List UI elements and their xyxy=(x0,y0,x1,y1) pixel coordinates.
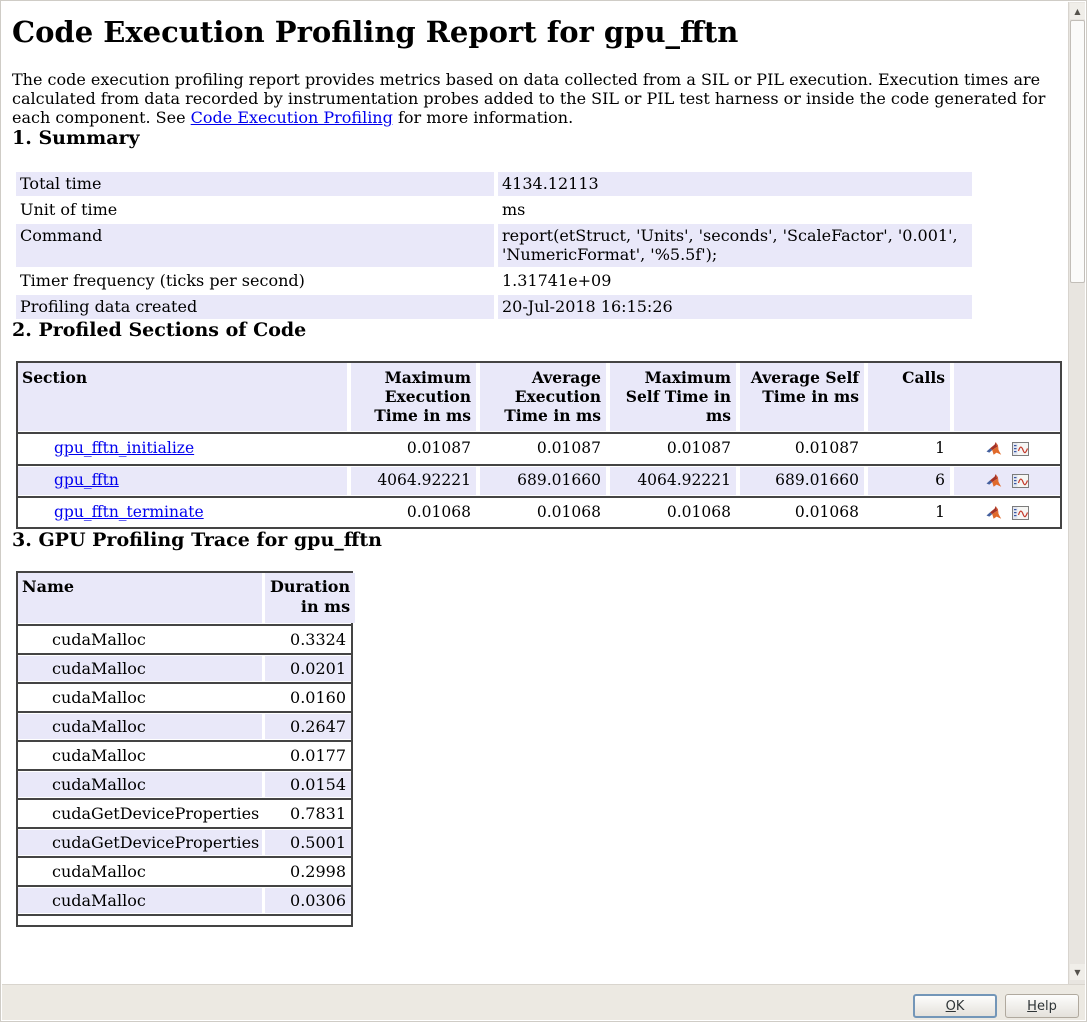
column-header-calls: Calls xyxy=(868,363,950,431)
scroll-up-arrow-icon: ▲ xyxy=(1074,6,1081,16)
highlight-chart-icon[interactable] xyxy=(1012,474,1029,488)
profiled-row xyxy=(18,499,1060,527)
summary-value: 20-Jul-2018 16:15:26 xyxy=(498,295,972,319)
section-link[interactable]: gpu_fftn_terminate xyxy=(54,503,204,521)
summary-value: report(etStruct, 'Units', 'seconds', 'ScaleFactor', '0.001', 'NumericFormat', '%5.5f'); xyxy=(498,224,972,267)
cell-calls: 6 xyxy=(868,467,950,495)
column-header-max-self: Maximum Self Time in ms xyxy=(610,363,736,431)
help-button[interactable] xyxy=(1005,994,1079,1018)
trace-duration: 0.5001 xyxy=(265,830,351,855)
cell-max-exec: 0.01087 xyxy=(351,435,476,463)
trace-duration: 0.3324 xyxy=(265,627,351,652)
report-content-area xyxy=(2,2,1070,986)
cell-max-exec: 4064.92221 xyxy=(351,467,476,495)
cell-max-self: 4064.92221 xyxy=(610,467,736,495)
vertical-scrollbar[interactable] xyxy=(1068,2,1085,986)
trace-row xyxy=(18,656,351,681)
table-rule xyxy=(18,624,351,626)
trace-row xyxy=(18,714,351,739)
table-rule xyxy=(18,885,351,887)
table-rule xyxy=(18,653,351,655)
summary-heading: 1. Summary xyxy=(12,127,140,149)
scroll-down-button[interactable] xyxy=(1070,964,1085,980)
summary-table xyxy=(16,172,972,319)
intro-text xyxy=(12,70,1047,127)
column-header-duration: Duration in ms xyxy=(265,573,355,623)
cell-avg-self: 0.01087 xyxy=(740,435,864,463)
cell-calls: 1 xyxy=(868,499,950,527)
table-rule xyxy=(18,769,351,771)
table-rule xyxy=(18,711,351,713)
cell-avg-exec: 0.01087 xyxy=(480,435,606,463)
section-link[interactable]: gpu_fftn xyxy=(54,471,119,489)
ok-button-label: K xyxy=(955,998,965,1014)
trace-name: cudaMalloc xyxy=(18,772,262,797)
cell-avg-exec: 0.01068 xyxy=(480,499,606,527)
summary-label: Timer frequency (ticks per second) xyxy=(16,269,494,293)
summary-label: Profiling data created xyxy=(16,295,494,319)
section-link[interactable]: gpu_fftn_initialize xyxy=(54,439,195,457)
column-header-section: Section xyxy=(18,363,347,431)
cell-avg-self: 689.01660 xyxy=(740,467,864,495)
table-rule xyxy=(18,856,351,858)
trace-row xyxy=(18,801,351,826)
trace-name: cudaMalloc xyxy=(18,656,262,681)
trace-row xyxy=(18,859,351,884)
column-header-actions xyxy=(954,363,1060,431)
cell-max-self: 0.01068 xyxy=(610,499,736,527)
matlab-icon[interactable] xyxy=(986,441,1002,457)
row-actions xyxy=(954,435,1060,463)
profiled-header-row xyxy=(18,363,1060,431)
trace-row xyxy=(18,830,351,855)
trace-row xyxy=(18,772,351,797)
summary-value: 1.31741e+09 xyxy=(498,269,972,293)
ok-button-mnemonic: O xyxy=(945,998,956,1014)
help-button-mnemonic: H xyxy=(1027,998,1037,1014)
trace-row xyxy=(18,627,351,652)
summary-row xyxy=(16,295,972,319)
table-rule xyxy=(18,682,351,684)
trace-name: cudaMalloc xyxy=(18,627,262,652)
report-title: Code Execution Profiling Report for gpu_fftn xyxy=(12,15,739,49)
table-rule xyxy=(18,432,1060,434)
trace-duration: 0.0160 xyxy=(265,685,351,710)
column-header-avg-exec: Average Execution Time in ms xyxy=(480,363,606,431)
trace-duration: 0.0177 xyxy=(265,743,351,768)
help-button-label: elp xyxy=(1036,998,1057,1014)
column-header-max-exec: Maximum Execution Time in ms xyxy=(351,363,476,431)
table-rule xyxy=(18,798,351,800)
dialog-button-panel xyxy=(2,984,1085,1020)
row-actions xyxy=(954,499,1060,527)
cell-max-exec: 0.01068 xyxy=(351,499,476,527)
profiled-row xyxy=(18,467,1060,495)
trace-name: cudaMalloc xyxy=(18,685,262,710)
cell-calls: 1 xyxy=(868,435,950,463)
trace-name: cudaMalloc xyxy=(18,714,262,739)
matlab-icon[interactable] xyxy=(986,473,1002,489)
summary-label: Command xyxy=(16,224,494,267)
summary-value: ms xyxy=(498,198,972,222)
column-header-name: Name xyxy=(18,573,262,623)
gpu-trace-table xyxy=(16,571,353,927)
table-rule xyxy=(18,914,351,916)
cell-avg-exec: 689.01660 xyxy=(480,467,606,495)
column-header-avg-self: Average Self Time in ms xyxy=(740,363,864,431)
trace-header-row xyxy=(18,573,351,623)
summary-row xyxy=(16,198,972,222)
summary-label: Unit of time xyxy=(16,198,494,222)
trace-duration: 0.2998 xyxy=(265,859,351,884)
summary-row xyxy=(16,224,972,267)
matlab-icon[interactable] xyxy=(986,505,1002,521)
gpu-trace-heading: 3. GPU Profiling Trace for gpu_fftn xyxy=(12,529,382,551)
trace-name: cudaMalloc xyxy=(18,888,262,913)
scrollbar-thumb[interactable] xyxy=(1070,20,1085,283)
trace-row xyxy=(18,685,351,710)
trace-name: cudaGetDeviceProperties xyxy=(18,830,262,855)
trace-name: cudaMalloc xyxy=(18,859,262,884)
trace-duration: 0.0201 xyxy=(265,656,351,681)
cell-avg-self: 0.01068 xyxy=(740,499,864,527)
trace-name: cudaMalloc xyxy=(18,743,262,768)
trace-duration: 0.7831 xyxy=(265,801,351,826)
trace-duration: 0.0154 xyxy=(265,772,351,797)
intro-before-link: The code execution profiling report provides metrics based on data collected from a SIL or PIL execution. Execution times are calculated from data recorded by instrumentation probes added to the SIL or PIL test harness or inside the code generated for each component. See xyxy=(12,70,1046,127)
table-rule xyxy=(18,464,1060,466)
trace-row-clipped xyxy=(18,917,351,925)
trace-name: cudaGetDeviceProperties xyxy=(18,801,262,826)
profiled-row xyxy=(18,435,1060,463)
scroll-up-button[interactable] xyxy=(1070,3,1085,19)
intro-after-link: for more information. xyxy=(392,108,574,127)
summary-row xyxy=(16,269,972,293)
highlight-chart-icon[interactable] xyxy=(1012,506,1029,520)
summary-value: 4134.12113 xyxy=(498,172,972,196)
highlight-chart-icon[interactable] xyxy=(1012,442,1029,456)
profiled-sections-table xyxy=(16,361,1062,529)
table-rule xyxy=(18,496,1060,498)
table-rule xyxy=(18,827,351,829)
summary-row xyxy=(16,172,972,196)
trace-row xyxy=(18,888,351,913)
cell-max-self: 0.01087 xyxy=(610,435,736,463)
row-actions xyxy=(954,467,1060,495)
trace-row xyxy=(18,743,351,768)
table-rule xyxy=(18,740,351,742)
scroll-down-arrow-icon: ▼ xyxy=(1074,967,1081,977)
profiled-sections-heading: 2. Profiled Sections of Code xyxy=(12,319,307,341)
code-execution-profiling-link[interactable]: Code Execution Profiling xyxy=(190,108,393,127)
trace-duration: 0.0306 xyxy=(265,888,351,913)
trace-duration: 0.2647 xyxy=(265,714,351,739)
ok-button[interactable] xyxy=(913,994,997,1018)
summary-label: Total time xyxy=(16,172,494,196)
